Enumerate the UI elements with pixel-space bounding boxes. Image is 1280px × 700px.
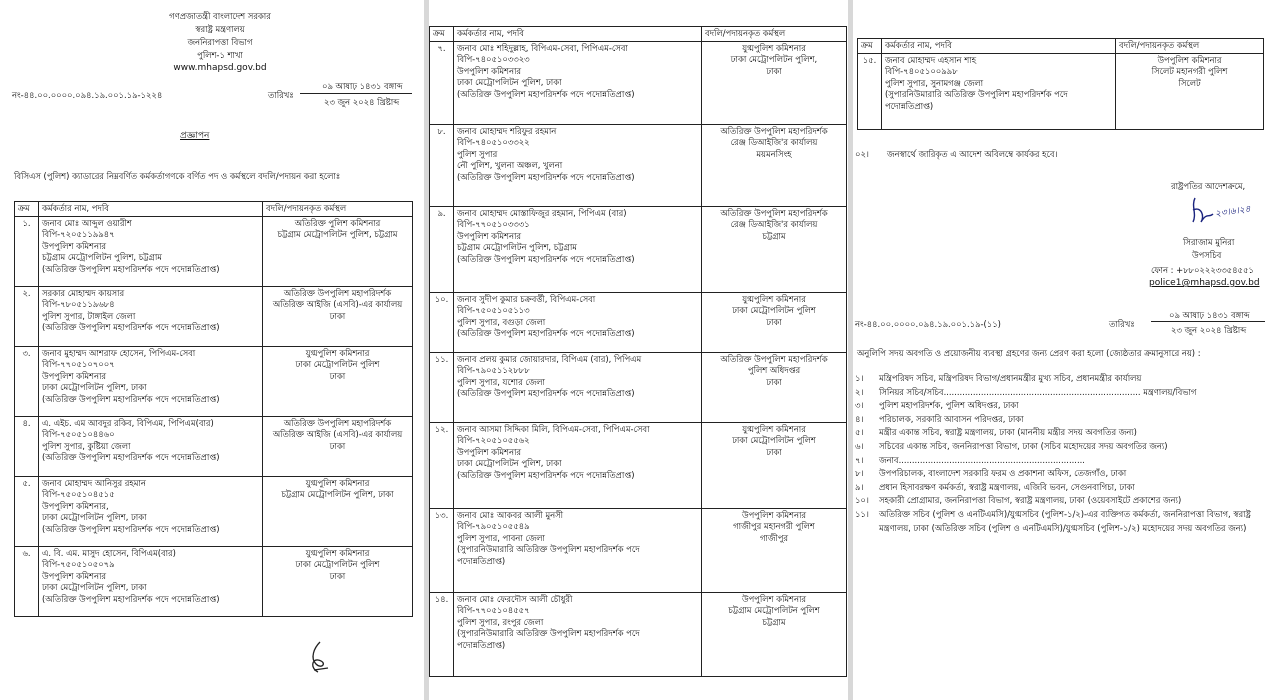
posting-line: অতিরিক্ত উপপুলিশ মহাপরিদর্শক xyxy=(720,207,828,218)
posting-line: অতিরিক্ত উপপুলিশ মহাপরিদর্শক xyxy=(283,287,392,298)
officer-detail-line: জনাব মোঃ শহিদুল্লাহ, বিপিএম-সেবা, পিপিএম-সেবা xyxy=(457,42,628,53)
date-divider xyxy=(300,93,412,94)
officer-detail-line: (অতিরিক্ত উপপুলিশ মহাপরিদর্শক পদে পদোন্নতিপ্রাপ্ত) xyxy=(42,263,220,274)
posting-line: ঢাকা xyxy=(329,440,346,451)
officer-detail-line: নৌ পুলিশ, খুলনা অঞ্চল, খুলনা xyxy=(457,160,563,171)
officer-detail-line: বিপি-৭৭০৫১০৪৫৫৭ xyxy=(457,605,530,616)
posting-line: চট্টগ্রাম মেট্রোপলিটন পুলিশ, ঢাকা xyxy=(281,489,394,500)
officer-detail-line: (অতিরিক্ত উপপুলিশ মহাপরিদর্শক পদে পদোন্নতিপ্রাপ্ত) xyxy=(457,88,635,99)
row-number: ১৩. xyxy=(430,508,454,592)
officer-detail-line: পুলিশ সুপার xyxy=(457,148,498,159)
officer-detail-line: এ. বি. এম. মাসুদ হোসেন, বিপিএম(বার) xyxy=(42,547,176,558)
officer-detail-line: পুলিশ সুপার, টাঙ্গাইল জেলা xyxy=(42,310,136,321)
posting-line: উপপুলিশ কমিশনার xyxy=(1157,54,1222,65)
officer-detail-line: (সুপারনিউমারারি অতিরিক্ত উপপুলিশ মহাপরিদর্শক পদে xyxy=(885,89,1068,100)
posting-place xyxy=(263,346,413,416)
officer-detail-line: উপপুলিশ কমিশনার xyxy=(42,570,107,581)
officer-detail-line: পদোন্নতিপ্রাপ্ত) xyxy=(457,555,506,566)
copy-item-text: পরিচালক, সরকারি আবাসন পরিদপ্তর, ঢাকা xyxy=(879,413,1024,424)
posting-place xyxy=(702,41,847,124)
col-header-post: বদলি/পদায়নকৃত কর্মস্থল xyxy=(263,202,413,217)
table-row xyxy=(15,476,413,546)
posting-line: রেঞ্জ ডিআইজি'র কার্যালয় xyxy=(730,137,818,148)
paragraph-2-text: জনস্বার্থে জারিকৃত এ আদেশ অবিলম্বে কার্যকর হবে। xyxy=(887,149,1058,159)
row-number: ১৪. xyxy=(430,592,454,676)
table-row xyxy=(430,422,847,508)
table-row xyxy=(430,592,847,676)
posting-place xyxy=(263,546,413,616)
copy-item-text: মন্ত্রণালয়, ঢাকা (অতিরিক্ত সচিব (পুলিশ ও এনটিএমসি)/যুগ্মসচিব (পুলিশ-১/২) মহোদয়ের সদয় অবগতির জন্য) xyxy=(879,522,1247,533)
row-number: ৯. xyxy=(430,206,454,292)
table-row xyxy=(858,53,1264,129)
officer-detail-line: ঢাকা মেট্রোপলিটন পুলিশ, ঢাকা xyxy=(457,77,562,88)
copy-list-item xyxy=(853,508,1251,522)
officer-detail-line: পদোন্নতিপ্রাপ্ত) xyxy=(885,100,934,111)
date-label: তারিখঃ xyxy=(268,90,294,100)
officer-detail-line: এ. এইচ. এম আবদুর রকিব, বিপিএম, পিপিএম(বার) xyxy=(42,417,214,428)
posting-place xyxy=(702,422,847,508)
posting-line: যুগ্মপুলিশ কমিশনার xyxy=(305,477,370,488)
header-line-4: পুলিশ-১ শাখা xyxy=(197,50,243,60)
posting-place xyxy=(1116,53,1264,129)
document-page-3 xyxy=(853,0,1280,700)
table-header xyxy=(15,202,413,217)
officer-details xyxy=(39,476,263,546)
officer-detail-line: উপপুলিশ কমিশনার, xyxy=(42,500,109,511)
officer-detail-line: (সুপারনিউমারারি অতিরিক্ত উপপুলিশ মহাপরিদর্শক পদে xyxy=(457,628,640,639)
table-row xyxy=(430,508,847,592)
officer-detail-line: (অতিরিক্ত উপপুলিশ মহাপরিদর্শক পদে পদোন্নতিপ্রাপ্ত) xyxy=(42,322,220,333)
posting-place xyxy=(702,592,847,676)
officer-detail-line: (সুপারনিউমারারি অতিরিক্ত উপপুলিশ মহাপরিদর্শক পদে xyxy=(457,544,640,555)
copy-item-text: জনাব...................................................................... xyxy=(879,454,1085,465)
officer-detail-line: বিপি-৭৫০৫১০৪৫১৫ xyxy=(42,489,115,500)
officer-detail-line: উপপুলিশ কমিশনার xyxy=(457,230,522,241)
document-page-2 xyxy=(429,0,848,700)
reference-number: নং-৪৪.০০.০০০০.০৯৪.১৯.০০১.১৯-১২২৪ xyxy=(12,90,163,100)
date-english: ২৩ জুন ২০২৪ খ্রিষ্টাব্দ xyxy=(324,97,400,107)
officer-detail-line: বিপি-৭৭০৫১০৭০০৭ xyxy=(42,359,115,370)
officer-detail-line: উপপুলিশ কমিশনার xyxy=(457,65,522,76)
officer-detail-line: জনাব মুহাম্মদ আশরাফ হোসেন, পিপিএম-সেবা xyxy=(42,347,196,358)
table-row xyxy=(430,124,847,206)
posting-line: ঢাকা মেট্রোপলিটন পুলিশ xyxy=(295,559,380,570)
email-link[interactable]: police1@mhapsd.gov.bd xyxy=(1149,278,1260,288)
copy-item-text: মন্ত্রীর একান্ত সচিব, স্বরাষ্ট্র মন্ত্রণালয়, ঢাকা (মাননীয় মন্ত্রীর সদয় অবগতির জন্য) xyxy=(879,427,1137,438)
officer-detail-line: বিপি-৭৪০৫১০৩৩২৩ xyxy=(457,54,530,65)
header-line-2: স্বরাষ্ট্র মন্ত্রণালয় xyxy=(195,24,245,34)
officer-detail-line: (অতিরিক্ত উপপুলিশ মহাপরিদর্শক পদে পদোন্নতিপ্রাপ্ত) xyxy=(42,593,220,604)
officer-detail-line: পুলিশ সুপার, যশোর জেলা xyxy=(457,376,545,387)
posting-line: উপপুলিশ কমিশনার xyxy=(741,509,807,520)
copy-item-number: ১১। xyxy=(855,509,869,519)
col-header-name: কর্মকর্তার নাম, পদবি xyxy=(454,27,702,42)
officer-detail-line: ঢাকা মেট্রোপলিটন পুলিশ, ঢাকা xyxy=(457,458,562,469)
officer-detail-line: পুলিশ সুপার, বগুড়া জেলা xyxy=(457,316,546,327)
copy-intro: অনুলিপি সদয় অবগতি ও প্রয়োজনীয় ব্যবস্থা গ্রহণের জন্য প্রেরণ করা হলো (জ্যেষ্ঠতার ক্রমানুসারে নয়) : xyxy=(857,348,1201,358)
copy-item-text: মন্ত্রিপরিষদ সচিব, মন্ত্রিপরিষদ বিভাগ/প্রধানমন্ত্রীর মুখ্য সচিব, প্রধানমন্ত্রীর কার্যালয় xyxy=(879,373,1142,383)
table-row xyxy=(430,206,847,292)
website-link[interactable]: www.mhapsd.gov.bd xyxy=(173,63,267,73)
posting-line: অতিরিক্ত উপপুলিশ মহাপরিদর্শক xyxy=(283,417,392,428)
posting-line: উপপুলিশ কমিশনার xyxy=(741,593,807,604)
copy-list-item xyxy=(853,440,1168,454)
copy-item-number: ৪। xyxy=(855,413,864,424)
copy-item-number: ৬। xyxy=(855,441,864,451)
row-number: ৫. xyxy=(15,476,39,546)
posting-line: ঢাকা xyxy=(329,310,346,321)
officer-detail-line: ঢাকা মেট্রোপলিটন পুলিশ, ঢাকা xyxy=(42,512,147,523)
posting-line: গাজীপুর xyxy=(759,532,789,543)
signer-title: উপসচিব xyxy=(1192,250,1222,260)
officer-detail-line: পুলিশ সুপার, সুনামগঞ্জ জেলা xyxy=(885,77,983,88)
officer-detail-line: জনাব মোহাম্মদ এহসান শাহ xyxy=(885,54,977,65)
posting-line: যুগ্মপুলিশ কমিশনার xyxy=(742,293,806,304)
table-row xyxy=(15,346,413,416)
row-number: ৪. xyxy=(15,416,39,476)
row-number: ১৫. xyxy=(858,53,882,129)
posting-place xyxy=(702,206,847,292)
officer-details xyxy=(454,352,702,422)
table-row xyxy=(15,286,413,346)
officer-detail-line: বিপি-৭৫০৫১০৫০৭৯ xyxy=(42,559,115,570)
date-divider xyxy=(1151,321,1265,322)
posting-line: যুগ্মপুলিশ কমিশনার xyxy=(742,42,806,53)
posting-line: ঢাকা মেট্রোপলিটন পুলিশ xyxy=(732,435,816,446)
posting-line: ঢাকা xyxy=(329,570,346,581)
posting-line: ঢাকা xyxy=(766,316,782,327)
posting-place xyxy=(263,416,413,476)
signer-name: সিরাজাম মুনিরা xyxy=(1183,237,1235,247)
officer-detail-line: সরকার মোহাম্মদ কায়সার xyxy=(42,287,125,298)
posting-place xyxy=(263,286,413,346)
copy-list-item xyxy=(853,481,1135,495)
posting-place xyxy=(263,216,413,286)
officer-details xyxy=(454,292,702,352)
officer-detail-line: জনাব মোঃ আব্দুল ওয়ারীশ xyxy=(42,217,132,228)
officer-detail-line: চট্টগ্রাম মেট্রোপলিটন পুলিশ, চট্টগ্রাম xyxy=(42,252,162,263)
officer-detail-line: উপপুলিশ কমিশনার xyxy=(42,370,107,381)
col-header-no: ক্রম xyxy=(430,27,454,42)
officer-detail-line: বিপি-৭৪০৫১০০৯৯৮ xyxy=(885,66,958,77)
posting-line: ঢাকা মেট্রোপলিটন পুলিশ, xyxy=(730,54,818,65)
date-bangla: ০৯ আষাঢ় ১৪৩১ বঙ্গাব্দ xyxy=(1169,310,1250,320)
posting-line: যুগ্মপুলিশ কমিশনার xyxy=(742,423,806,434)
phone-number: ফোন : +৮৮০২২২৩৩৫৪৫৫১ xyxy=(1151,265,1254,275)
col-header-no: ক্রম xyxy=(15,202,39,217)
officer-details xyxy=(454,124,702,206)
transfer-table-3 xyxy=(857,38,1264,130)
officer-detail-line: (অতিরিক্ত উপপুলিশ মহাপরিদর্শক পদে পদোন্নতিপ্রাপ্ত) xyxy=(457,171,635,182)
posting-line: চট্টগ্রাম মেট্রোপলিটন পুলিশ, চট্টগ্রাম xyxy=(277,229,398,240)
row-number: ৮. xyxy=(430,124,454,206)
posting-place xyxy=(263,476,413,546)
posting-line: গাজীপুর মহানগরী পুলিশ xyxy=(733,521,815,532)
copy-list-item xyxy=(853,522,1246,536)
col-header-post: বদলি/পদায়নকৃত কর্মস্থল xyxy=(1116,39,1264,54)
officer-detail-line: উপপুলিশ কমিশনার xyxy=(457,446,522,457)
posting-line: অতিরিক্ত উপপুলিশ মহাপরিদর্শক xyxy=(720,125,828,136)
officer-detail-line: পুলিশ সুপার, পাবনা জেলা xyxy=(457,532,545,543)
officer-detail-line: (অতিরিক্ত উপপুলিশ মহাপরিদর্শক পদে পদোন্নতিপ্রাপ্ত) xyxy=(457,388,635,399)
posting-line: সিলেট xyxy=(1178,77,1201,88)
officer-detail-line: জনাব মোঃ আকবর আলী মুনসী xyxy=(457,509,564,520)
posting-line: যুগ্মপুলিশ কমিশনার xyxy=(305,547,370,558)
table-row xyxy=(430,41,847,124)
posting-line: রেঞ্জ ডিআইজি'র কার্যালয় xyxy=(730,219,818,230)
posting-place xyxy=(702,352,847,422)
date-bangla: ০৯ আষাঢ় ১৪৩১ বঙ্গাব্দ xyxy=(322,81,403,91)
posting-line: ময়মনসিংহ xyxy=(756,148,792,159)
document-page-1 xyxy=(0,0,424,700)
copy-list-item xyxy=(853,467,1126,481)
paragraph-2-number: ০২। xyxy=(855,149,869,159)
officer-detail-line: পুলিশ সুপার, কুষ্টিয়া জেলা xyxy=(42,440,131,451)
officer-detail-line: (অতিরিক্ত উপপুলিশ মহাপরিদর্শক পদে পদোন্নতিপ্রাপ্ত) xyxy=(42,523,220,534)
posting-line: ঢাকা xyxy=(766,376,782,387)
col-header-no: ক্রম xyxy=(858,39,882,54)
posting-line: যুগ্মপুলিশ কমিশনার xyxy=(305,347,370,358)
table-row xyxy=(430,352,847,422)
officer-details xyxy=(39,346,263,416)
officer-detail-line: বিপি-৭৫০৫১০৫১১৩ xyxy=(457,305,530,316)
notice-intro: বিসিএস (পুলিশ) ক্যাডারের নিম্নবর্ণিত কর্মকর্তাগণকে বর্ণিত পদ ও কর্মস্থলে বদলি/পদায়ন করা হলোঃ xyxy=(14,171,341,181)
officer-detail-line: জনাব মোঃ ফেরদৌস আলী চৌধুরী xyxy=(457,593,573,604)
notice-title: প্রজ্ঞাপন xyxy=(180,131,210,141)
posting-line: চট্টগ্রাম মেট্রোপলিটন পুলিশ xyxy=(728,605,820,616)
copy-item-text: অতিরিক্ত সচিব (পুলিশ ও এনটিএমসি)/যুগ্মসচিব (পুলিশ-১/২)-এর ব্যক্তিগত কর্মকর্তা, জননিরাপত্তা বিভাগ, স্বরাষ্ট্র xyxy=(879,509,1251,519)
officer-detail-line: বিপি-৭৫০৫১০৪৪৬০ xyxy=(42,429,115,440)
copy-item-number: ৯। xyxy=(855,481,864,492)
officer-detail-line: বিপি-৭২০৫১১৯৯৪৭ xyxy=(42,229,115,240)
transfer-table-2 xyxy=(429,26,847,677)
row-number: ১০. xyxy=(430,292,454,352)
officer-detail-line: বিপি-৭৯০৫১০৫৫৪৯ xyxy=(457,521,530,532)
copy-list-item xyxy=(853,386,1196,400)
officer-detail-line: বিপি-৭৯০৫১১২৮৮৮ xyxy=(457,365,530,376)
copy-item-text: সহকারী প্রোগ্রামার, জননিরাপত্তা বিভাগ, স্বরাষ্ট্র মন্ত্রণালয়, ঢাকা (ওয়েবসাইটে প্রকাশের জন্য) xyxy=(879,495,1182,506)
posting-line: অতিরিক্ত উপপুলিশ মহাপরিদর্শক xyxy=(720,353,828,364)
signature-date: ২৩।৬।২৪ xyxy=(1214,204,1252,220)
copy-list-item xyxy=(853,372,1141,386)
table-row xyxy=(430,292,847,352)
officer-detail-line: জনাব মোহাম্মদ মোস্তাফিজুর রহমান, পিপিএম (বার) xyxy=(457,207,627,218)
copy-item-text: পুলিশ মহাপরিদর্শক, পুলিশ অধিদপ্তর, ঢাকা xyxy=(879,400,1019,411)
officer-detail-line: (অতিরিক্ত উপপুলিশ মহাপরিদর্শক পদে পদোন্নতিপ্রাপ্ত) xyxy=(457,469,635,480)
officer-detail-line: জনাব মোহাম্মদ শরিফুর রহমান xyxy=(457,125,557,136)
officer-details xyxy=(39,286,263,346)
copy-item-number: ১। xyxy=(855,373,864,383)
table-header xyxy=(858,39,1264,54)
officer-details xyxy=(454,422,702,508)
officer-detail-line: (অতিরিক্ত উপপুলিশ মহাপরিদর্শক পদে পদোন্নতিপ্রাপ্ত) xyxy=(42,452,220,463)
copy-list-item xyxy=(853,399,1019,413)
copy-item-number: ৫। xyxy=(855,427,864,438)
officer-details xyxy=(39,216,263,286)
row-number: ২. xyxy=(15,286,39,346)
copy-list-item xyxy=(853,454,1085,468)
copy-item-number: ১০। xyxy=(855,495,869,506)
officer-detail-line: চট্টগ্রাম মেট্রোপলিটন পুলিশ, চট্টগ্রাম xyxy=(457,242,577,253)
posting-line: ঢাকা মেট্রোপলিটন পুলিশ xyxy=(732,305,816,316)
initial-signature xyxy=(304,640,334,676)
col-header-post: বদলি/পদায়নকৃত কর্মস্থল xyxy=(702,27,847,42)
officer-detail-line: বিপি-৭৮০৫১১৯৬৮৪ xyxy=(42,299,115,310)
row-number: ৩. xyxy=(15,346,39,416)
officer-detail-line: (অতিরিক্ত উপপুলিশ মহাপরিদর্শক পদে পদোন্নতিপ্রাপ্ত) xyxy=(42,393,220,404)
officer-detail-line: ঢাকা মেট্রোপলিটন পুলিশ, ঢাকা xyxy=(42,582,147,593)
copy-item-number: ৮। xyxy=(855,468,864,479)
copy-item-text: প্রধান হিসাবরক্ষণ কর্মকর্তা, স্বরাষ্ট্র মন্ত্রণালয়, এজিবি ভবন, সেগুনবাগিচা, ঢাকা xyxy=(879,481,1135,492)
date-label: তারিখঃ xyxy=(1109,319,1135,329)
posting-line: ঢাকা xyxy=(766,65,782,76)
posting-line: সিলেট মহানগরী পুলিশ xyxy=(1151,66,1228,77)
posting-line: চট্টগ্রাম xyxy=(762,616,786,627)
row-number: ১. xyxy=(15,216,39,286)
officer-details xyxy=(454,206,702,292)
copy-item-text: সচিবের একান্ত সচিব, জননিরাপত্তা বিভাগ, ঢাকা (সচিব মহোদয়ের সদয় অবগতির জন্য) xyxy=(879,441,1168,451)
row-number: ১১. xyxy=(430,352,454,422)
copy-list-item xyxy=(853,413,1024,427)
officer-detail-line: বিপি-৭৪০৫১০৩৩২২ xyxy=(457,137,530,148)
officer-details xyxy=(454,41,702,124)
presidential-order-line: রাষ্ট্রপতির আদেশক্রমে, xyxy=(1171,181,1246,191)
row-number: ৬. xyxy=(15,546,39,616)
officer-details xyxy=(454,508,702,592)
table-header xyxy=(430,27,847,42)
officer-details xyxy=(882,53,1116,129)
posting-place xyxy=(702,124,847,206)
officer-detail-line: জনাব সুদীপ কুমার চক্রবর্ত্তী, বিপিএম-সেবা xyxy=(457,293,596,304)
posting-line: পুলিশ অধিদপ্তর xyxy=(747,365,801,376)
table-row xyxy=(15,546,413,616)
header-line-3: জননিরাপত্তা বিভাগ xyxy=(187,37,253,47)
date-english: ২৩ জুন ২০২৪ খ্রিষ্টাব্দ xyxy=(1171,325,1247,335)
officer-detail-line: বিপি-৭৭০৫১০৩৩৩১ xyxy=(457,219,530,230)
transfer-table-1 xyxy=(14,201,413,617)
col-header-name: কর্মকর্তার নাম, পদবি xyxy=(39,202,263,217)
officer-detail-line: জনাব আসমা সিদ্দিকা মিলি, বিপিএম-সেবা, পিপিএম-সেবা xyxy=(457,423,650,434)
copy-list-item xyxy=(853,426,1137,440)
officer-detail-line: পদোন্নতিপ্রাপ্ত) xyxy=(457,639,506,650)
row-number: ১২. xyxy=(430,422,454,508)
copy-item-number: ২। xyxy=(855,386,864,397)
officer-detail-line: জনাব মোহাম্মদ আনিসুর রহমান xyxy=(42,477,146,488)
officer-details xyxy=(39,416,263,476)
posting-line: অতিরিক্ত পুলিশ কমিশনার xyxy=(294,217,381,228)
copy-item-text: সিনিয়র সচিব/সচিব.......................................................................... মন্ত্রণালয়/বিভাগ xyxy=(879,386,1197,397)
header-line-1: গণপ্রজাতন্ত্রী বাংলাদেশ সরকার xyxy=(169,11,271,21)
posting-line: ঢাকা xyxy=(329,370,346,381)
copy-distribution-list xyxy=(853,372,1280,552)
officer-detail-line: বিপি-৭২০৫১০৫৫৬২ xyxy=(457,435,530,446)
officer-detail-line: ঢাকা মেট্রোপলিটন পুলিশ, ঢাকা xyxy=(42,382,147,393)
posting-line: চট্টগ্রাম xyxy=(762,230,786,241)
posting-line: অতিরিক্ত আইজি (এসবি)-এর কার্যালয় xyxy=(272,429,403,440)
officer-detail-line: (অতিরিক্ত উপপুলিশ মহাপরিদর্শক পদে পদোন্নতিপ্রাপ্ত) xyxy=(457,253,635,264)
reference-number: নং-৪৪.০০.০০০০.০৯৪.১৯.০০১.১৯-(১১) xyxy=(855,319,1001,329)
posting-line: ঢাকা মেট্রোপলিটন পুলিশ xyxy=(295,359,380,370)
posting-place xyxy=(702,292,847,352)
col-header-name: কর্মকর্তার নাম, পদবি xyxy=(882,39,1116,54)
posting-place xyxy=(702,508,847,592)
table-row xyxy=(15,216,413,286)
copy-item-text: উপপরিচালক, বাংলাদেশ সরকারি ফরম ও প্রকাশনা অফিস, তেজগাঁও, ঢাকা xyxy=(879,468,1127,479)
officer-detail-line: জনাব প্রলয় কুমার জোয়ারদার, বিপিএম (বার), পিপিএম xyxy=(457,353,642,364)
copy-item-number: ৭। xyxy=(855,454,864,465)
officer-details xyxy=(454,592,702,676)
copy-list-item xyxy=(853,494,1181,508)
posting-line: অতিরিক্ত আইজি (এসবি)-এর কার্যালয় xyxy=(272,299,403,310)
officer-detail-line: (অতিরিক্ত উপপুলিশ মহাপরিদর্শক পদে পদোন্নতিপ্রাপ্ত) xyxy=(457,328,635,339)
table-row xyxy=(15,416,413,476)
officer-detail-line: পুলিশ সুপার, রংপুর জেলা xyxy=(457,616,544,627)
officer-details xyxy=(39,546,263,616)
posting-line: ঢাকা xyxy=(766,446,782,457)
copy-item-number: ৩। xyxy=(855,400,864,411)
officer-detail-line: উপপুলিশ কমিশনার xyxy=(42,240,107,251)
row-number: ৭. xyxy=(430,41,454,124)
